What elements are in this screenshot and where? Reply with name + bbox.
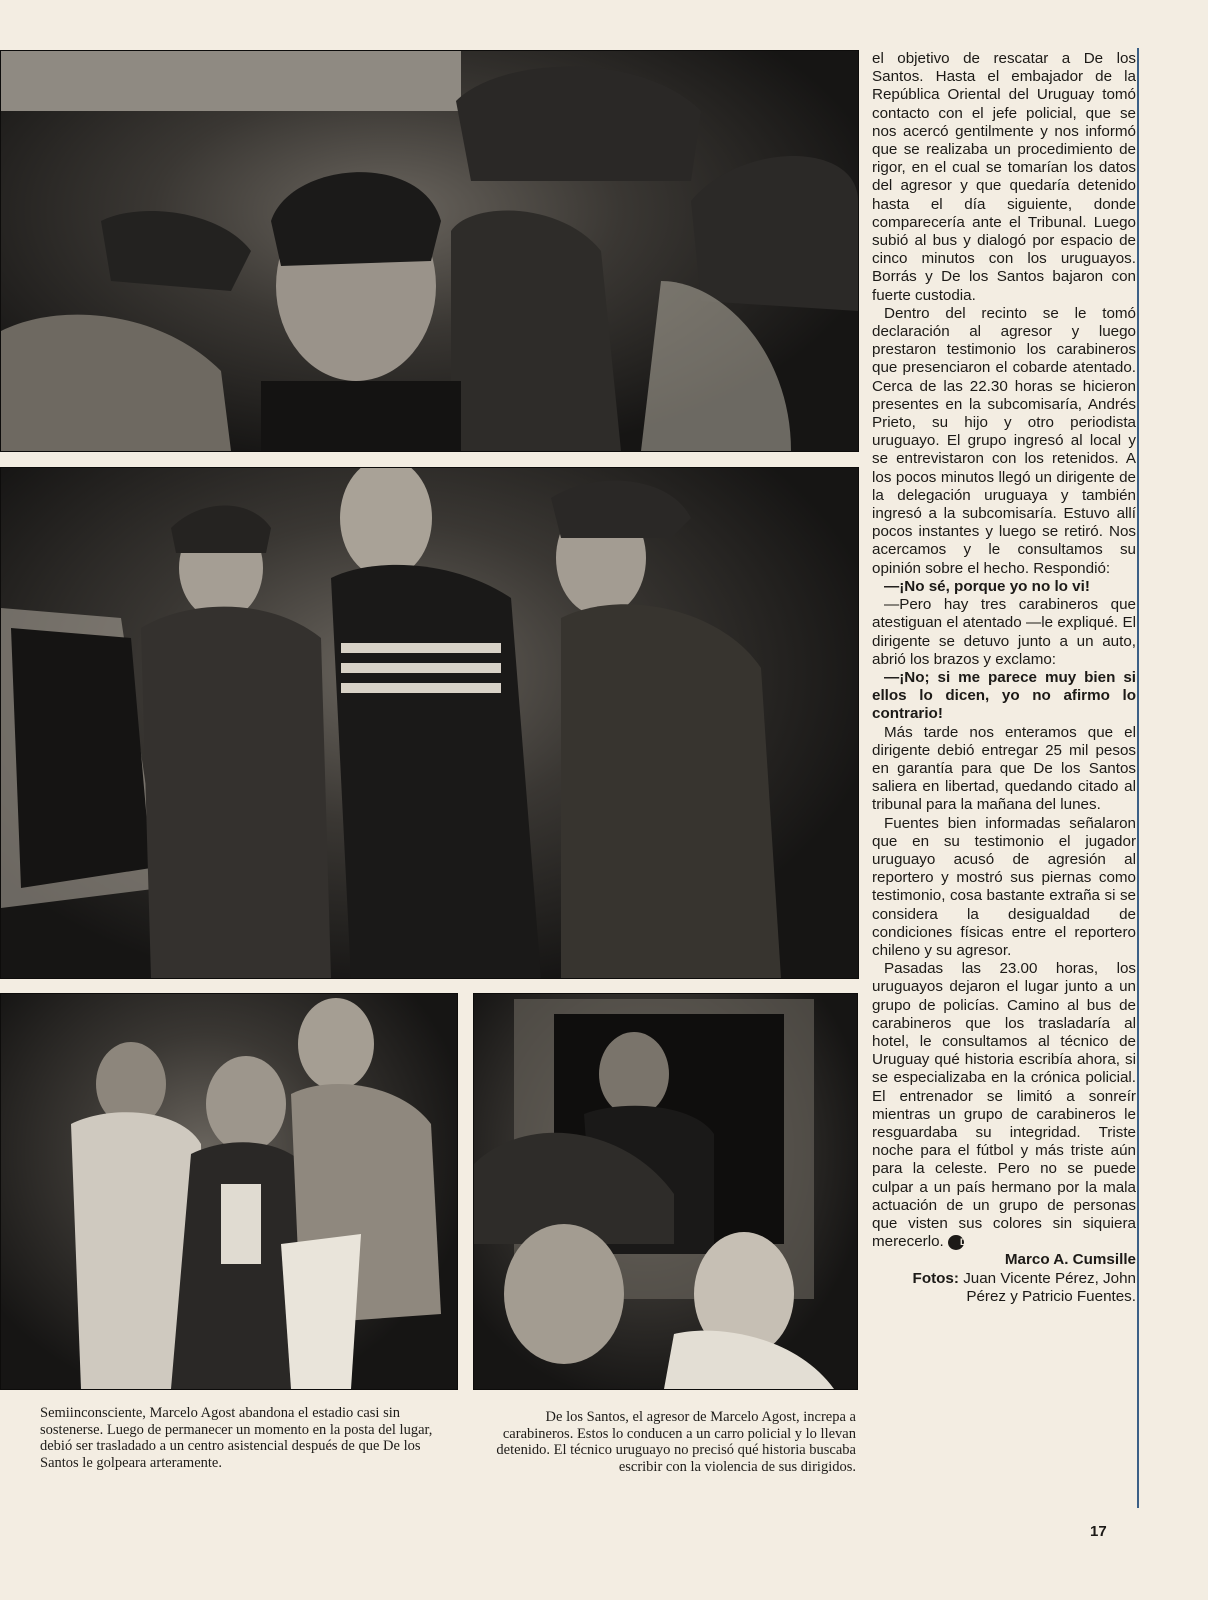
- photo-bottom-left: [0, 993, 458, 1390]
- article-paragraph: el objetivo de rescatar a De los Santos. Hasta el embajador de la República Oriental del Uruguay tomó contacto con el jefe policial, que se nos acercó gentilmente y nos informó que se realizaba un procedimiento de rigor, en el cual se tomarían los datos del agresor y que quedaría detenido hasta el día siguiente, donde comparecería ante el Tribunal. Luego subió al bus y dialogó por espacio de cinco minutos con los uruguayos. Borrás y De los Santos bajaron con fuerte custodia.: [872, 50, 1136, 304]
- article-paragraph: Dentro del recinto se le tomó declaración al agresor y luego prestaron testimonio los carabineros que presenciaron el cobarde atentado. Cerca de las 22.30 horas se hicieron presentes en la subcomisaría, Andrés Prieto, su hijo y otro periodista uruguayo. El grupo ingresó al local y se entrevistaron con los retenidos. A los pocos minutos llegó un dirigente de la delegación uruguaya y también ingresó a la subcomisaría. Estuvo allí pocos instantes y luego se retiró. Nos acercamos y le consultamos su opinión sobre el hecho. Respondió:: [872, 304, 1136, 577]
- page-number: 17: [1090, 1523, 1107, 1540]
- photo-bottom-right: [473, 993, 858, 1390]
- article-quote: —¡No; si me parece muy bien si ellos lo dicen, yo no afirmo lo contrario!: [872, 668, 1136, 723]
- photo-top: [0, 50, 859, 452]
- photo-credits-label: Fotos:: [912, 1269, 959, 1287]
- photo-credits-names: Juan Vicente Pérez, John Pérez y Patricio Fuentes.: [963, 1269, 1136, 1305]
- article-paragraph: [872, 960, 1136, 1251]
- caption-right: De los Santos, el agresor de Marcelo Agost, increpa a carabineros. Estos lo conducen a un carro policial y lo llevan detenido. El técnico uruguayo no precisó qué historia buscaba escribir con la violencia de sus dirigidos.: [496, 1409, 856, 1475]
- column-rule: [1137, 48, 1139, 1508]
- article-quote: —¡No sé, porque yo no lo vi!: [884, 577, 1090, 595]
- article-paragraph: Fuentes bien informadas señalaron que en su testimonio el jugador uruguayo acusó de agresión al reportero y mostró sus piernas como testimonio, cosa bastante extraña si se considera la desigualdad de condiciones físicas entre el reportero chileno y su agresor.: [872, 814, 1136, 959]
- article-paragraph-text: Pasadas las 23.00 horas, los uruguayos dejaron el lugar junto a un grupo de policías. Camino al bus de carabineros que los trasladaría al hotel, le consultamos al técnico de Uruguay qué historia escribía ahora, si se especializaba en la crónica policial. El entrenador se limitó a sonreír mientras un grupo de carabineros le resguardaba su integridad. Triste noche para el fútbol y más triste aún para la celeste. Pero no se puede culpar a un país hermano por la mala actuación de un grupo de personas que visten sus colores sin siquiera merecerlo.: [872, 960, 1136, 1251]
- photo-middle: [0, 467, 859, 979]
- article-paragraph: —Pero hay tres carabineros que atestiguan el atentado —le expliqué. El dirigente se detuvo junto a un auto, abrió los brazos y exclamo:: [872, 596, 1136, 668]
- byline: Marco A. Cumsille: [1004, 1251, 1136, 1269]
- caption-left: Semiinconsciente, Marcelo Agost abandona el estadio casi sin sostenerse. Luego de permanecer un momento en la posta del lugar, debió ser trasladado a un centro asistencial después de que De los Santos le golpeara arteramente.: [40, 1405, 433, 1471]
- end-mark-icon: DT: [948, 1235, 964, 1250]
- article-paragraph: Más tarde nos enteramos que el dirigente debió entregar 25 mil pesos en garantía para que De los Santos saliera en libertad, quedando citado al tribunal para la mañana del lunes.: [872, 723, 1136, 814]
- photo-credits: [872, 1270, 1136, 1306]
- article-column: [872, 50, 1136, 1306]
